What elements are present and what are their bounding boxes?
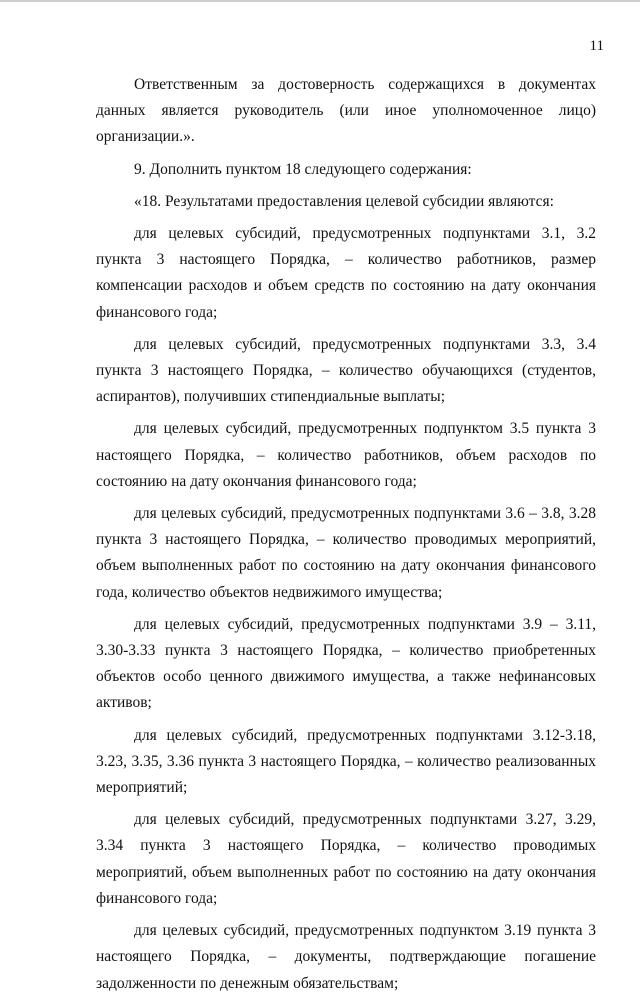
- paragraph-subsidy-3-27: для целевых субсидий, предусмотренных подпунктами 3.27, 3.29, 3.34 пункта 3 настоящего Порядка, – количество проводимых мероприятий, объем выполненных работ по состоянию на дату окончания финансового года;: [96, 811, 596, 907]
- top-border: [0, 0, 640, 2]
- page-number: 11: [589, 38, 604, 54]
- paragraph-subsidy-3-9: для целевых субсидий, предусмотренных подпунктами 3.9 – 3.11, 3.30-3.33 пункта 3 настоящего Порядка, – количество приобретенных объектов особо ценного движимого имущества, а также нефинансовых активов;: [96, 615, 596, 712]
- paragraph-item-18-heading: «18. Результатами предоставления целевой субсидии являются:: [134, 192, 554, 210]
- paragraph-subsidy-3-5: для целевых субсидий, предусмотренных подпунктом 3.5 пункта 3 настоящего Порядка, – количество работников, объем расходов по состоянию на дату окончания финансового года;: [96, 420, 596, 490]
- paragraph-subsidy-3-3: для целевых субсидий, предусмотренных подпунктами 3.3, 3.4 пункта 3 настоящего Порядка, – количество обучающихся (студентов, аспирантов), получивших стипендиальные выплаты;: [96, 335, 596, 406]
- document-body: [96, 72, 596, 997]
- paragraph-subsidy-3-6: для целевых субсидий, предусмотренных подпунктами 3.6 – 3.8, 3.28 пункта 3 настоящего Порядка, – количество проводимых мероприятий, объем выполненных работ по состоянию на дату окончания финансового года, количество объектов недвижимого имущества;: [96, 505, 596, 601]
- paragraph-subsidy-3-12: для целевых субсидий, предусмотренных подпунктами 3.12-3.18, 3.23, 3.35, 3.36 пункта 3 настоящего Порядка, – количество реализованных мероприятий;: [96, 726, 596, 797]
- paragraph-responsibility: Ответственным за достоверность содержащихся в документах данных является руководитель (или иное уполномоченное лицо) организации.».: [96, 76, 596, 146]
- paragraph-subsidy-3-1: для целевых субсидий, предусмотренных подпунктами 3.1, 3.2 пункта 3 настоящего Порядка, – количество работников, размер компенсации расходов и объем средств по состоянию на дату окончания финансового года;: [96, 225, 596, 321]
- paragraph-subsidy-3-19: для целевых субсидий, предусмотренных подпунктом 3.19 пункта 3 настоящего Порядка, – документы, подтверждающие погашение задолженности по денежным обязательствам;: [96, 922, 596, 992]
- paragraph-item-9: 9. Дополнить пунктом 18 следующего содержания:: [134, 160, 472, 178]
